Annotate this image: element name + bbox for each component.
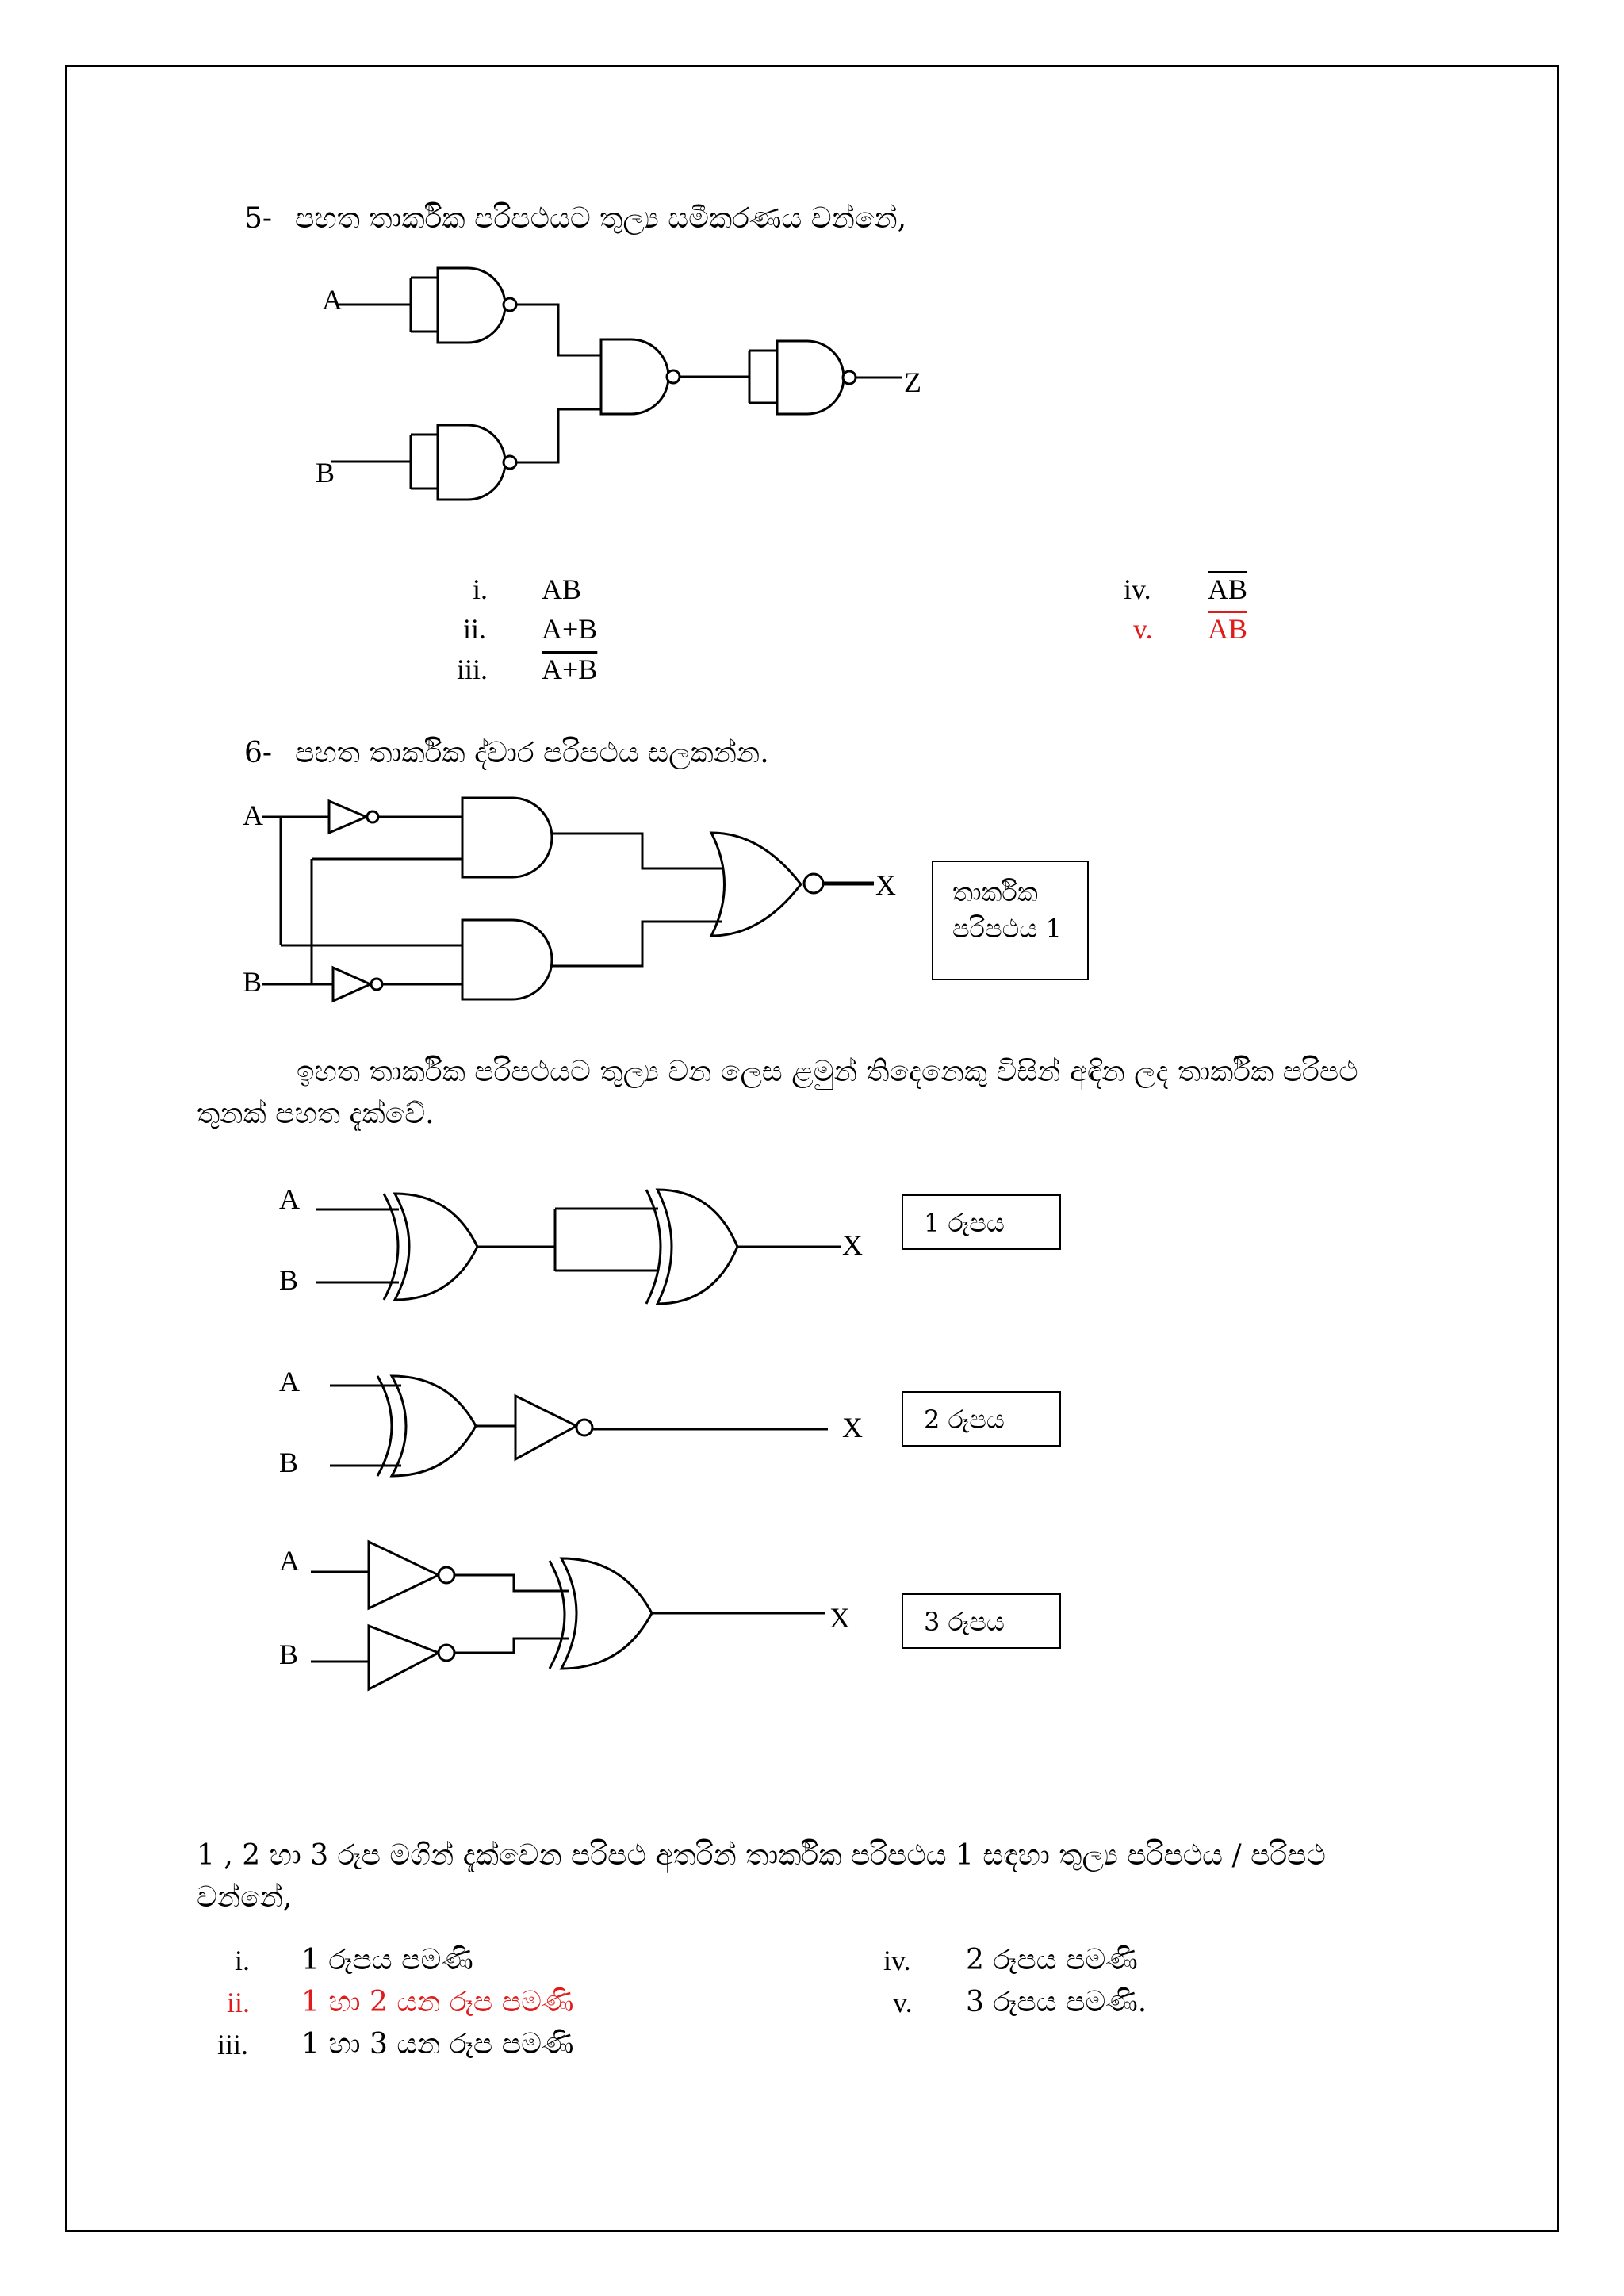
q5-option-iii-text: A+B [542, 654, 598, 685]
figure-2-circuit [270, 1356, 888, 1483]
q6-label-b: B [243, 966, 262, 998]
q6-option-ii-num: ii. [227, 1987, 251, 2018]
q5-option-iii-num: iii. [457, 654, 488, 685]
q6-not-gate-b [333, 968, 370, 1001]
figure-1-circuit [270, 1174, 888, 1309]
q6-label-x: X [875, 869, 896, 901]
figure-3-label-x: X [829, 1602, 850, 1634]
figure-1-caption: 1 රූපය [924, 1208, 1005, 1238]
q5-option-v-num: v. [1133, 613, 1153, 645]
q6-question-text: පහත තාර්කික ද්වාර පරිපථය සලකන්න. [295, 737, 769, 769]
q5-nand-gate-1 [438, 268, 505, 343]
q6-and-gate-bottom [462, 920, 552, 999]
q5-label-a: A [322, 284, 343, 316]
q5-option-iv-text: $\overline{AB}$ [1208, 573, 1248, 605]
q6-option-ii-text: 1 හා 2 යන රූප පමණි [301, 1986, 574, 2018]
figure-3-not-gate-b [369, 1626, 439, 1689]
figure-2-not-gate [515, 1396, 576, 1459]
q5-number: 5- [244, 202, 273, 235]
q6-and-gate-top [462, 798, 552, 877]
q5-option-ii-num: ii. [463, 613, 487, 645]
figure-1-label-x: X [842, 1229, 863, 1261]
q5-option-i-text: AB [542, 573, 582, 605]
logic-circuit-1-label-line1: තාර්කික [952, 877, 1038, 907]
q5-nand-gate-4 [777, 341, 844, 414]
q6-not-gate-a [329, 801, 366, 833]
q5-nand-gate-3 [601, 339, 668, 414]
figure-3-caption: 3 රූපය [924, 1607, 1005, 1637]
q6-label-a: A [243, 799, 263, 831]
q5-nand-circuit [317, 254, 952, 523]
figure-1-xor-gate-2 [657, 1190, 737, 1304]
q5-option-i-num: i. [473, 573, 488, 605]
q5-option-v-text: $\overline{AB}$ [1208, 613, 1248, 645]
figure-2-caption: 2 රූපය [924, 1405, 1005, 1435]
q5-question-text: පහත තාර්කික පරිපථයට තුල්‍ය සමීකරණය වන්නේ, [295, 202, 907, 235]
q6-option-iv-text: 2 රූපය පමණි [966, 1944, 1138, 1976]
q6-paragraph-line2: තුනක් පහත දැක්වේ. [197, 1098, 435, 1130]
figure-1-label-a: A [279, 1183, 300, 1215]
figure-2-label-a: A [279, 1366, 300, 1397]
figure-1-xor-gate-1 [395, 1194, 477, 1300]
q6-option-i-num: i. [235, 1945, 251, 1976]
q6-option-iii-text: 1 හා 3 යන රූප පමණි [301, 2028, 574, 2060]
q6-nor-gate [711, 833, 801, 936]
q6-option-iv-num: iv. [883, 1945, 911, 1976]
q5-label-z: Z [904, 366, 921, 398]
figure-3-label-a: A [279, 1545, 300, 1577]
figure-3-not-gate-a [369, 1542, 439, 1608]
figure-3-label-b: B [279, 1639, 299, 1670]
figure-2-label-x: X [842, 1412, 863, 1443]
figure-2-caption-box [902, 1391, 1061, 1447]
figure-2-label-b: B [279, 1447, 299, 1478]
figure-3-xor-gate [561, 1558, 652, 1669]
q5-nand-gate-2 [438, 425, 505, 500]
figure-3-caption-box [902, 1593, 1061, 1649]
q6-final-question-line2: වන්නේ, [197, 1881, 293, 1914]
logic-circuit-1-label-box [932, 861, 1089, 980]
logic-circuit-1-label-line2: පරිපථය 1 [952, 914, 1062, 944]
q5-option-ii-text: A+B [542, 613, 598, 645]
q6-option-v-text: 3 රූපය පමණි. [966, 1986, 1147, 2018]
q6-number: 6- [244, 737, 273, 769]
q5-option-iv-num: iv. [1124, 573, 1151, 605]
q6-paragraph-line1: ඉහත තාර්කික පරිපථයට තුල්‍ය වන ලෙස ළමුන් තිදෙනෙකු විසින් අඳින ලද තාර්කික පරිපථ [297, 1056, 1358, 1088]
figure-2-xor-gate [392, 1376, 476, 1476]
q6-option-iii-num: iii. [217, 2029, 249, 2060]
q6-logic-circuit-1 [238, 785, 920, 999]
q6-option-i-text: 1 රූපය පමණි [301, 1944, 473, 1976]
q6-final-question-line1: 1 , 2 හා 3 රූප මගින් දැක්වෙන පරිපථ අතරින් තාර්කික පරිපථය 1 සඳහා තුල්‍ය පරිපථය / පරිපථ [197, 1839, 1326, 1872]
figure-1-caption-box [902, 1194, 1061, 1250]
figure-3-circuit [270, 1535, 888, 1701]
figure-1-label-b: B [279, 1264, 299, 1296]
q6-option-v-num: v. [893, 1987, 913, 2018]
q5-label-b: B [316, 457, 335, 489]
